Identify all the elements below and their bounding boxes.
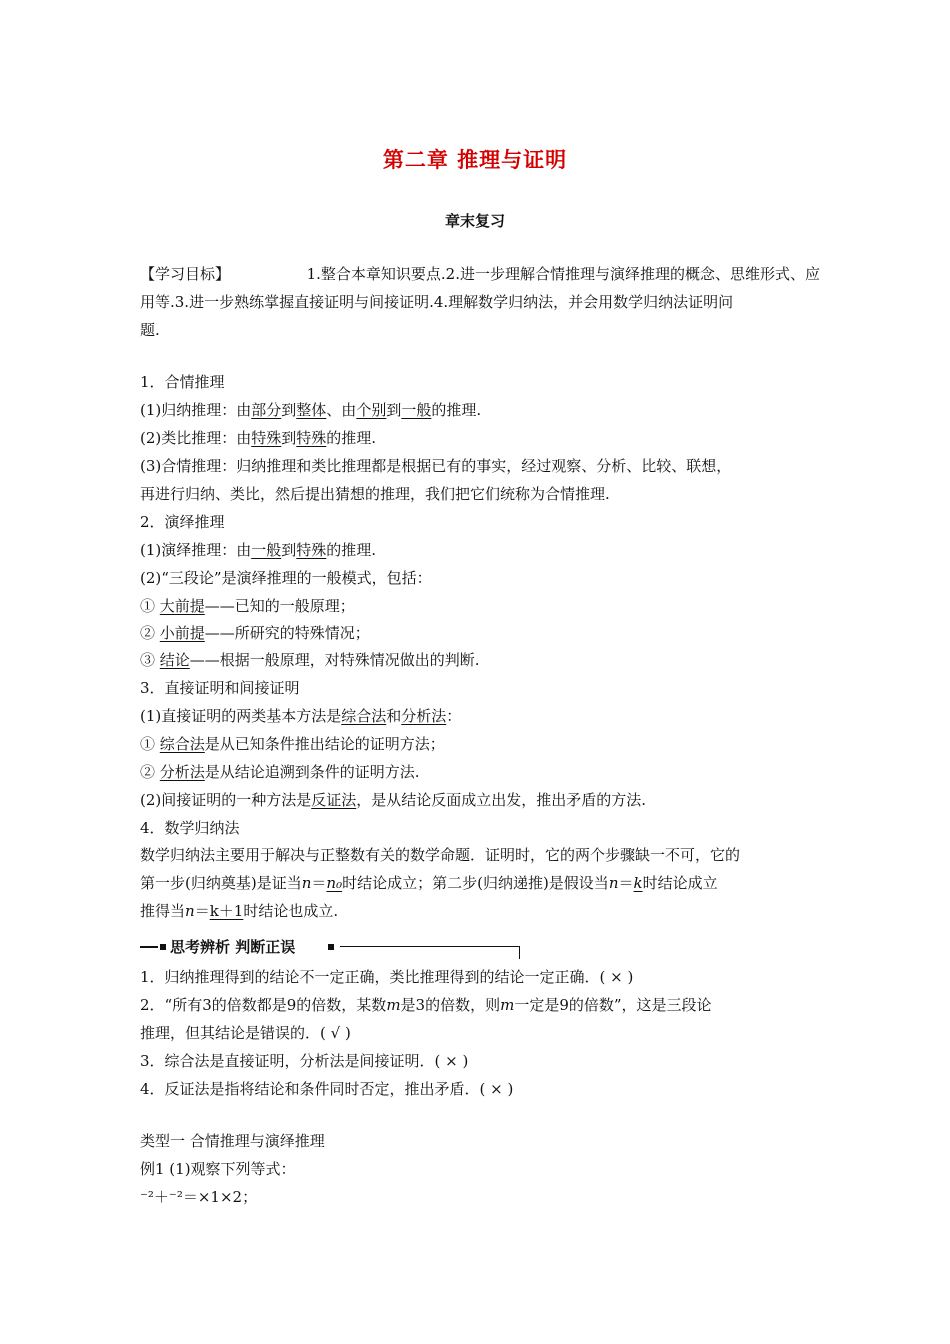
s3-paragraph-2 xyxy=(140,790,820,810)
blank-answer: 特殊 xyxy=(251,429,282,447)
text: 推得当 xyxy=(140,902,186,920)
blank-answer: 特殊 xyxy=(296,541,327,559)
text: 到 xyxy=(281,541,297,559)
blank-answer: 部分 xyxy=(251,401,282,419)
s4-line-3 xyxy=(140,901,820,921)
s3-item-2 xyxy=(140,762,820,782)
blank-answer: 整体 xyxy=(296,401,327,419)
blank-answer: 个别 xyxy=(356,401,387,419)
text: 是从已知条件推出结论的证明方法； xyxy=(204,735,445,753)
objectives-line-2: 用等.3.进一步熟练掌握直接证明与间接证明.4.理解数学归纳法，并会用数学归纳法证明问 xyxy=(140,293,734,311)
blank-answer: k＋1 xyxy=(209,902,244,920)
text: ① xyxy=(140,735,160,753)
text: ③ xyxy=(140,651,160,669)
chapter-title: 第二章 推理与证明 xyxy=(382,148,568,172)
blank-answer: 一般 xyxy=(251,541,282,559)
blank-answer: 特殊 xyxy=(296,429,327,447)
s2-item-3 xyxy=(140,650,820,670)
section-2-title: 2．演绎推理 xyxy=(140,513,225,531)
s1-paragraph-2 xyxy=(140,428,820,448)
text: 2．“所有3的倍数都是9的倍数，某数 xyxy=(140,996,387,1014)
text: 时结论也成立. xyxy=(243,902,339,920)
text: 是从结论追溯到条件的证明方法. xyxy=(204,763,420,781)
text: 和 xyxy=(386,707,402,725)
text: 到 xyxy=(386,401,402,419)
variable: n xyxy=(608,874,619,892)
s2-item-1 xyxy=(140,596,820,616)
s2-item-2 xyxy=(140,623,820,643)
blank-answer: n₀ xyxy=(326,874,343,892)
text: ——已知的一般原理； xyxy=(204,597,355,615)
text: ： xyxy=(446,707,462,725)
blank-answer: 综合法 xyxy=(159,735,205,753)
objectives-line-3: 题. xyxy=(140,321,160,339)
text: (2)类比推理：由 xyxy=(140,429,252,447)
blank-answer: k xyxy=(633,874,643,892)
s2-paragraph-1 xyxy=(140,540,820,560)
section-4-title: 4．数学归纳法 xyxy=(140,819,240,837)
variable: n xyxy=(185,902,195,920)
text: ② xyxy=(140,624,160,642)
s3-paragraph-1 xyxy=(140,706,820,726)
text: 的推理. xyxy=(326,429,377,447)
type-heading: 类型一 合情推理与演绎推理 xyxy=(140,1132,325,1150)
variable: m xyxy=(500,996,515,1014)
text: (1)演绎推理：由 xyxy=(140,541,252,559)
example-formula: ⁻²＋⁻²＝×1×2； xyxy=(140,1188,258,1206)
variable: n xyxy=(301,874,312,892)
text: 到 xyxy=(281,429,297,447)
variable: m xyxy=(386,996,401,1014)
banner-bar xyxy=(140,946,158,948)
blank-answer: 综合法 xyxy=(341,707,387,725)
judgment-4: 4．反证法是指将结论和条件同时否定，推出矛盾．( × ) xyxy=(140,1080,514,1098)
banner-square-icon xyxy=(328,944,334,950)
judgment-3: 3．综合法是直接证明，分析法是间接证明．( × ) xyxy=(140,1052,469,1070)
text: ——根据一般原理，对特殊情况做出的判断. xyxy=(189,651,480,669)
text: ＝ xyxy=(194,902,210,920)
s4-line-2 xyxy=(140,873,820,893)
s1-paragraph-3-line-2: 再进行归纳、类比，然后提出猜想的推理，我们把它们统称为合情推理. xyxy=(140,485,610,503)
text: 、由 xyxy=(326,401,357,419)
objectives-line-1 xyxy=(140,264,820,284)
judgment-2-line-1 xyxy=(140,995,820,1015)
blank-answer: 反证法 xyxy=(311,791,357,809)
blank-answer: 结论 xyxy=(159,651,190,669)
text: ——所研究的特殊情况； xyxy=(204,624,370,642)
text: 的推理. xyxy=(326,541,377,559)
s3-item-1 xyxy=(140,734,820,754)
text: ② xyxy=(140,763,160,781)
text: 一定是9的倍数”，这是三段论 xyxy=(514,996,712,1014)
blank-answer: 一般 xyxy=(401,401,432,419)
blank-answer: 大前提 xyxy=(159,597,205,615)
text: 第一步(归纳奠基)是证当 xyxy=(140,874,302,892)
s4-line-1: 数学归纳法主要用于解决与正整数有关的数学命题．证明时，它的两个步骤缺一不可，它的 xyxy=(140,846,741,864)
s1-paragraph-1 xyxy=(140,400,820,420)
text: (2)间接证明的一种方法是 xyxy=(140,791,312,809)
text: (1)直接证明的两类基本方法是 xyxy=(140,707,342,725)
text: 到 xyxy=(281,401,297,419)
example-1-heading: 例1 (1)观察下列等式： xyxy=(140,1160,296,1178)
section-3-title: 3．直接证明和间接证明 xyxy=(140,679,300,697)
text: ① xyxy=(140,597,160,615)
text: 时结论成立；第二步(归纳递推)是假设当 xyxy=(342,874,609,892)
text: (1)归纳推理：由 xyxy=(140,401,252,419)
objectives-text-1: 1.整合本章知识要点.2.进一步理解合情推理与演绎推理的概念、思维形式、应 xyxy=(306,265,820,283)
section-title: 章末复习 xyxy=(444,212,505,230)
blank-answer: 分析法 xyxy=(401,707,447,725)
text: ＝ xyxy=(618,874,634,892)
s1-paragraph-3-line-1: (3)合情推理：归纳推理和类比推理都是根据已有的事实，经过观察、分析、比较、联想， xyxy=(140,457,732,475)
text: 是3的倍数，则 xyxy=(400,996,501,1014)
s2-paragraph-2: (2)“三段论”是演绎推理的一般模式，包括： xyxy=(140,569,432,587)
banner-label: 思考辨析 判断正误 xyxy=(170,938,296,956)
text: 的推理. xyxy=(431,401,482,419)
judgment-1: 1．归纳推理得到的结论不一定正确，类比推理得到的结论一定正确．( × ) xyxy=(140,968,634,986)
judgment-2-line-2: 推理，但其结论是错误的．( √ ) xyxy=(140,1024,351,1042)
banner-square-icon xyxy=(160,944,166,950)
text: 时结论成立 xyxy=(642,874,718,892)
section-banner xyxy=(140,936,520,958)
text: ，是从结论反面成立出发，推出矛盾的方法. xyxy=(356,791,647,809)
objectives-label: 【学习目标】 xyxy=(140,265,231,283)
section-1-title: 1．合情推理 xyxy=(140,373,225,391)
blank-answer: 分析法 xyxy=(159,763,205,781)
banner-frame xyxy=(340,946,520,959)
blank-answer: 小前提 xyxy=(159,624,205,642)
text: ＝ xyxy=(311,874,327,892)
